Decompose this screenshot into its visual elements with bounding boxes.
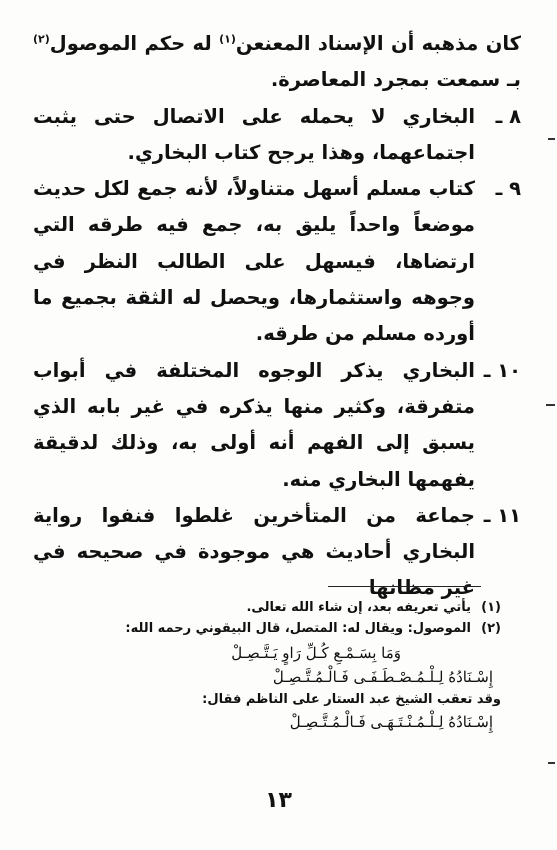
- intro-line-1: كان مذهبه أن الإسناد المعنعن: [235, 32, 522, 55]
- footnote-2-text: الموصول: ويقال له: المتصل، قال البيقوني رحمه الله:: [125, 621, 471, 636]
- list-item-text: البخاري يذكر الوجوه المختلفة في أبواب متفرقة، وكثير منها يذكره في غير بابه الذي يسبق إلى الفهم أنه أولى به، وذلك لدقيقة يفهمها البخاري منه.: [33, 358, 475, 491]
- margin-mark: [548, 138, 555, 140]
- margin-mark: [546, 404, 555, 406]
- footnote-2: [31, 618, 501, 639]
- list-item: [33, 353, 521, 498]
- main-text-body: [33, 26, 521, 607]
- intro-line-2-end: بـ سمعت بمجرد المعاصرة.: [270, 68, 521, 92]
- list-item-number: ٨ ـ: [495, 104, 521, 128]
- list-item-text: البخاري لا يحمله على الاتصال حتى يثبت اجتماعهما، وهذا يرجح كتاب البخاري.: [33, 104, 475, 164]
- verse-line-2: إِسْـنَادُهُ لِـلْـمُـصْـطَـفَـى فَـالْـمُـتَّـصِـلْ: [272, 668, 493, 686]
- intro-line-1-end: له حكم: [144, 32, 212, 55]
- intro-line-2: الموصول: [49, 32, 138, 55]
- footnotes-section: [31, 597, 501, 734]
- intro-paragraph: [33, 26, 521, 99]
- page-number: ١٣: [265, 788, 292, 813]
- footnote-ref-2: (٢): [33, 32, 50, 46]
- list-item: [33, 498, 521, 607]
- list-item-text: كتاب مسلم أسهل متناولاً، لأنه جمع لكل حديث موضعاً واحداً يليق به، جمع فيه طرقه التي ارتضاها، فيسهل على الطالب النظر في وجوهه واستثمارها، ويحصل له الثقة بجميع ما أورده مسلم من طرقه.: [33, 177, 475, 346]
- verse-line-1: وَمَا بِسَـمْـعِ كُـلِّ رَاوٍ يَـتَّـصِـلْ: [231, 644, 401, 662]
- margin-mark: [548, 762, 555, 764]
- footnote-1: [31, 597, 501, 618]
- list-item-number: ١١ ـ: [483, 503, 521, 527]
- footnote-2-number: (٢): [481, 621, 501, 636]
- verse-line-3: إِسْـنَادُهُ لِـلْـمُـنْـتَـهَـى فَـالْـمُـتَّـصِـلْ: [289, 713, 493, 731]
- footnote-ref-1: (١): [219, 32, 236, 46]
- footnote-2-comment: وقد تعقب الشيخ عبد الستار على الناظم فقال:: [202, 692, 501, 707]
- list-item-number: ١٠ ـ: [483, 358, 521, 382]
- list-item-number: ٩ ـ: [495, 177, 521, 201]
- list-item: [33, 171, 521, 352]
- list-item-text: جماعة من المتأخرين غلطوا فنفوا رواية البخاري أحاديث هي موجودة في صحيحه في غير مظانها: [33, 503, 475, 600]
- footnote-1-text: يأتي تعريفه بعد، إن شاء الله تعالى.: [246, 600, 471, 615]
- footnote-separator: [328, 586, 481, 587]
- footnote-1-number: (١): [481, 600, 501, 615]
- list-item: [33, 99, 521, 172]
